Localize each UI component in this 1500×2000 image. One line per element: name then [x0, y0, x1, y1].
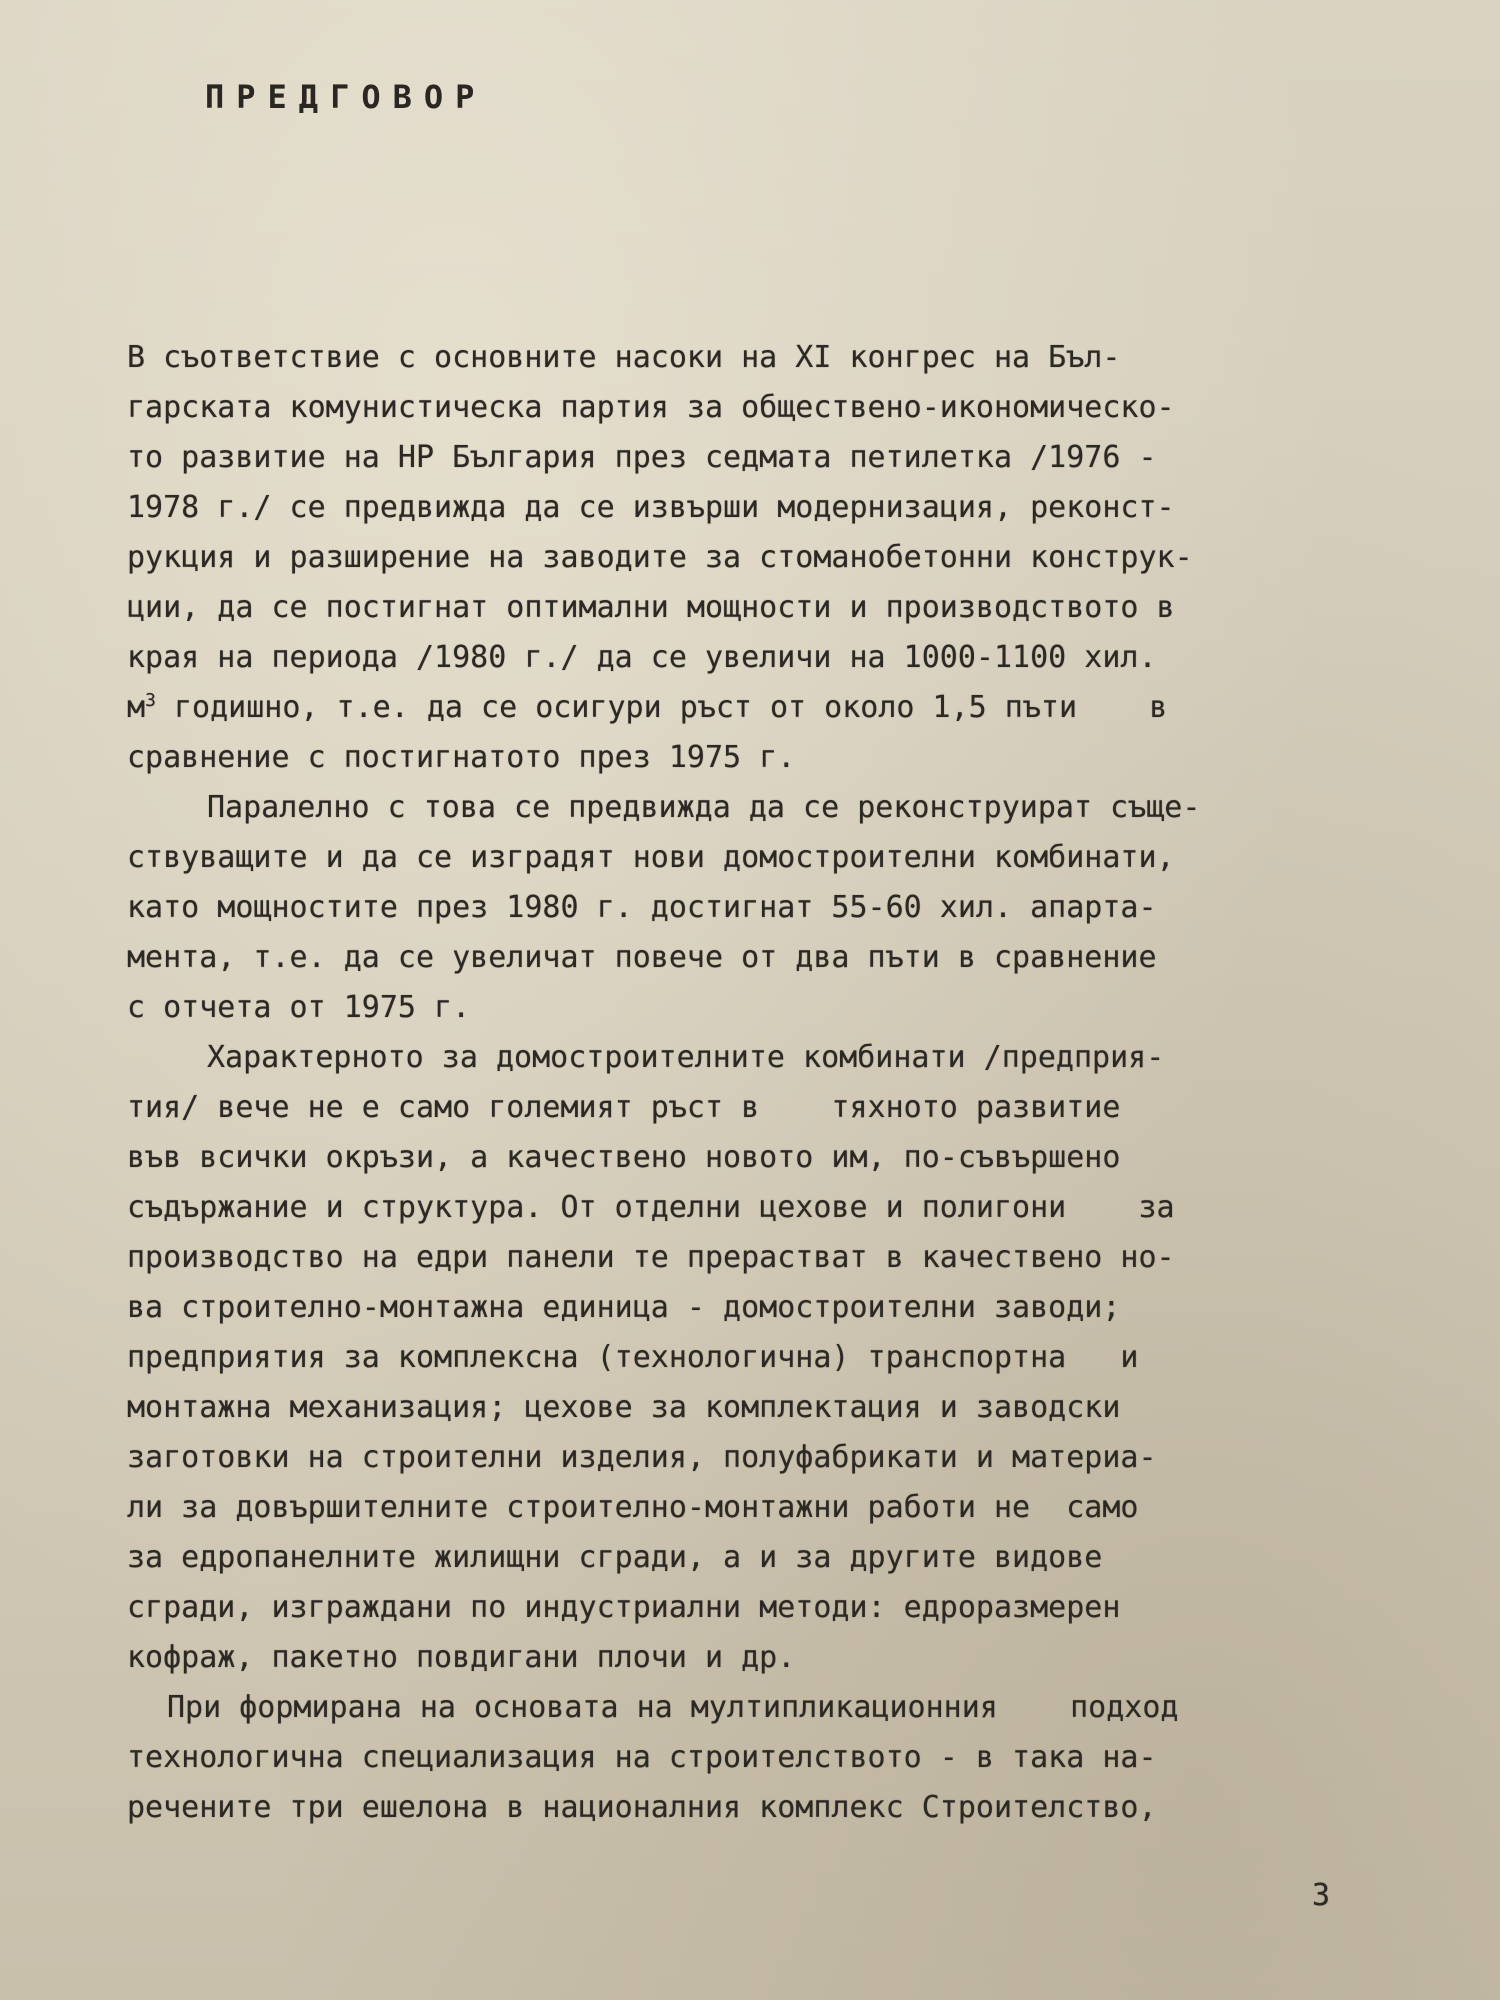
text-line: предприятия за комплексна (технологична) транспортна и [127, 1340, 1139, 1375]
superscript: 3 [145, 690, 156, 711]
text-line: ствуващите и да се изградят нови домостроителни комбинати, [127, 840, 1175, 875]
text-line: Паралелно с това се предвижда да се реконструират съще- [207, 790, 1201, 825]
text-line: речените три ешелона в националния комплекс Строителство, [127, 1790, 1157, 1825]
text-line: за едропанелните жилищни сгради, а и за другите видове [127, 1540, 1103, 1575]
text-line: гарската комунистическа партия за обществено-икономическо- [127, 390, 1175, 425]
text-line: технологична специализация на строителството - в така на- [127, 1740, 1157, 1775]
text-line: сравнение с постигнатото през 1975 г. [127, 740, 796, 775]
text-line: мента, т.е. да се увеличат повече от два пъти в сравнение [127, 940, 1157, 975]
text-line: Характерното за домостроителните комбинати /предприя- [207, 1040, 1165, 1075]
text-line: монтажна механизация; цехове за комплектация и заводски [127, 1390, 1121, 1425]
text-line: При формирана на основата на мултипликационния подход [167, 1690, 1179, 1725]
text-line: съдържание и структура. От отделни цехове и полигони за [127, 1190, 1175, 1225]
text-line: ции, да се постигнат оптимални мощности и производството в [127, 590, 1175, 625]
text-line: края на периода /1980 г./ да се увеличи на 1000-1100 хил. [127, 640, 1157, 675]
text-line: ли за довършителните строително-монтажни работи не само [127, 1490, 1139, 1525]
text-line: ва строително-монтажна единица - домостроителни заводи; [127, 1290, 1121, 1325]
text-line: кофраж, пакетно повдигани плочи и др. [127, 1640, 796, 1675]
text-line: сгради, изграждани по индустриални методи: едроразмерен [127, 1590, 1121, 1625]
text-line: рукция и разширение на заводите за стоманобетонни конструк- [127, 540, 1193, 575]
text-line: тия/ вече не е само големият ръст в тяхното развитие [127, 1090, 1121, 1125]
text-line: във всички окръзи, а качествено новото им, по-съвършено [127, 1140, 1121, 1175]
text-line: като мощностите през 1980 г. достигнат 55-60 хил. апарта- [127, 890, 1157, 925]
text-line: производство на едри панели те прерастват в качествено но- [127, 1240, 1175, 1275]
text-line: с отчета от 1975 г. [127, 990, 471, 1025]
text-line-with-superscript [127, 688, 1167, 728]
text-line: заготовки на строителни изделия, полуфабрикати и материа- [127, 1440, 1157, 1475]
unit-symbol: м [127, 690, 146, 725]
line-continuation: годишно, т.е. да се осигури ръст от около 1,5 пъти в [155, 690, 1168, 725]
text-line: 1978 г./ се предвижда да се извърши модернизация, реконст- [127, 490, 1175, 525]
text-line: В съответствие с основните насоки на XI конгрес на Бъл- [127, 340, 1121, 375]
text-line: то развитие на НР България през седмата петилетка /1976 - [127, 440, 1157, 475]
page-heading: ПРЕДГОВОР [205, 78, 487, 116]
page-number: 3 [1312, 1878, 1331, 1913]
